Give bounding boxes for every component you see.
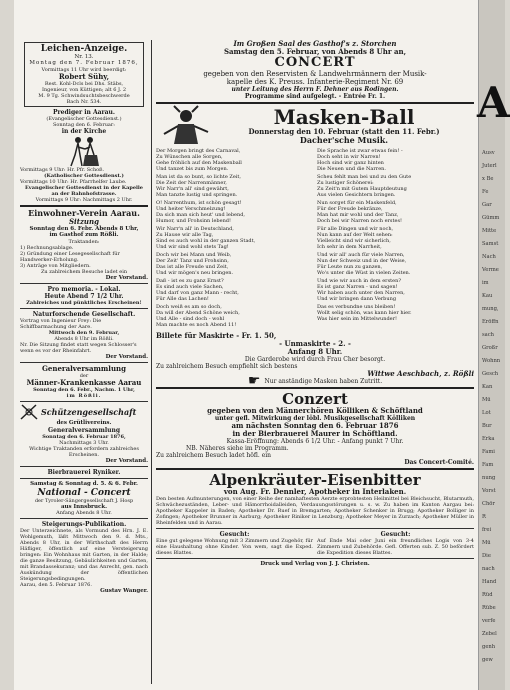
wanted-right-text: Auf Ende Mai oder Juni ein freundliches Logis von 3-4 Zimmern und Zubehörde. Gefl. Offerten sub. Z. 50 befördert die Expedition dieses Blattes. bbox=[317, 538, 474, 556]
poem-line: Da sich man sich heut' und lebend, bbox=[156, 212, 245, 218]
poem-line: Wo's unter die Wüst in vielen Zeiten. bbox=[317, 270, 411, 276]
divider bbox=[20, 466, 148, 467]
adjacent-page-fragment: Mü bbox=[482, 540, 491, 546]
choir-concert-heading: Conzert bbox=[282, 390, 348, 408]
promemoria-footer: Zahlreiches und pünktliches Erscheinen! bbox=[26, 300, 142, 307]
auction-signature: Gustav Wanger. bbox=[100, 588, 148, 595]
poem-line: Doch bei wir Narren noch erstes! bbox=[317, 218, 403, 224]
ball-start: Anfang 8 Uhr. bbox=[287, 347, 343, 356]
adjacent-page-fragment: verfe bbox=[482, 618, 496, 624]
shooters-notice bbox=[20, 404, 148, 464]
choir-place: in der Bierbrauerei Maurer in Schöftland. bbox=[232, 429, 398, 438]
poem-line: Und wie wir auch in dem ersten? bbox=[317, 278, 402, 284]
alpine-by: von Aug. Fr. Dennler, Apotheker in Interlaken. bbox=[223, 487, 407, 496]
poem-line: Für Alle das Lachen! bbox=[156, 296, 209, 302]
poem-line: Für alle Dingen und wir noch, bbox=[317, 226, 394, 232]
choir-sub: unter gefl. Mitwirkung der löbl. Musikgesellschaft Kölliken bbox=[214, 415, 416, 422]
sermon-date: Sonntag den 6. Februar: bbox=[52, 121, 115, 128]
shooters-time: Nachmittags 3 Uhr. bbox=[59, 439, 109, 446]
sermon-line: Vormittags 9 Uhr: Hr. Pfr. Schoß. bbox=[20, 166, 105, 173]
adjacent-page-fragment: im bbox=[482, 280, 489, 286]
poem-line: Man machte es noch Abend 11! bbox=[156, 322, 237, 328]
citizens-association-notice bbox=[20, 209, 148, 281]
poem-line: Vielleicht sind wir sicherlich, bbox=[317, 238, 391, 244]
choir-nb: NB. Näheres siehe im Programm. bbox=[186, 445, 289, 452]
adjacent-page-fragment: Kan bbox=[482, 384, 493, 390]
brewery-start: Anfang Abends 8 Uhr. bbox=[56, 510, 112, 517]
choir-kasse: Kassa-Eröffnung: Abends 6 1/2 Uhr. - Anfang punkt 7 Uhr. bbox=[226, 438, 404, 445]
poem-line: Wir haben auch unter den Narren, bbox=[317, 290, 405, 296]
naturalist-line: Nr. Die Sitzung findet statt wegen Schlosser's bbox=[20, 342, 137, 349]
choir-concert-ad bbox=[156, 391, 474, 466]
adjacent-page-fragment: Kau bbox=[482, 293, 493, 299]
wanted-ads bbox=[156, 531, 474, 556]
poem-line: Ich sehr in dem Narrheit, bbox=[317, 244, 382, 250]
shooters-sub: des Grütlivereins. bbox=[56, 420, 112, 427]
ball-wardrobe: Die Garderobe wird durch Frau Cher besorgt. bbox=[244, 356, 386, 363]
sermon-notice bbox=[20, 109, 148, 203]
printer-imprint: Druck und Verlag von J. J. Christen. bbox=[260, 561, 370, 567]
poem-line: Nun sorget für ein Maskenfeld, bbox=[317, 200, 397, 206]
adjacent-page-fragment: Gar bbox=[482, 202, 492, 208]
poem-line: Und wir bringen dann Verbung bbox=[317, 296, 397, 302]
poem-line: Das ist alle Freude und Zeit, bbox=[156, 264, 229, 270]
concert-heading: CONCERT bbox=[274, 55, 356, 70]
choir-signature: Das Concert-Comité. bbox=[404, 459, 474, 466]
poem bbox=[156, 148, 474, 330]
adjacent-page-fragment: Großr bbox=[482, 345, 498, 351]
poem-line: Daß - ist es zu ganz Ernst? bbox=[156, 278, 224, 284]
choir-invite: Zu zahlreichem Besuch ladet höfl. ein bbox=[156, 452, 272, 459]
dancing-couple-illustration bbox=[20, 135, 148, 167]
adjacent-page-fragment: Nach bbox=[482, 254, 496, 260]
health-date: Sonntag den 6. Febr., Nachm. 1 Uhr, bbox=[33, 387, 135, 394]
newspaper-page bbox=[14, 0, 478, 690]
adjacent-page-fragment: Rüd bbox=[482, 592, 493, 598]
citizens-footer: Zu zahlreichem Besuche ladet ein bbox=[40, 268, 128, 275]
auction-text: Der Unterzeichnete, als Vormund des Hrn. J. E. Wohlgemuth, läßt Mittwoch den 9. d. Mts., Abends 8 Uhr, in der Wirthschaft des Herrn Häfliger, öffentlich auf eine Versteigerung bringen: Ein Wohnhaus mit Garten, in der Halde; die ganze Besitzung, Gebäulichkeiten und Garten, mit Brandassekuranz; und das Anrecht, gen. nach Auskündung der öffentlichen Steigerungsbedingungen. bbox=[20, 528, 148, 583]
column-divider bbox=[151, 40, 152, 684]
citizens-signature: Der Vorstand. bbox=[105, 274, 148, 281]
adjacent-page-fragment: gew bbox=[482, 657, 493, 663]
agenda-item: 3) Anträge von Mitgliedern. bbox=[20, 262, 91, 269]
naturalist-line: Mittwoch den 9. Februar, bbox=[48, 330, 120, 337]
jester-icon bbox=[156, 106, 214, 146]
funeral-line: Rest. Kohl-Dcls bei Dhs. Stäbs, bbox=[44, 80, 124, 87]
adjacent-page-fragment: nach bbox=[482, 566, 495, 572]
storchen-concert-ad bbox=[156, 40, 474, 100]
naturalist-line: Vortrag von Ingenieur Frey: Die Schiffbarmachung der Aare. bbox=[20, 318, 102, 331]
wanted-left bbox=[156, 531, 313, 556]
sermon-line: (Katholischer Gottesdienst.) bbox=[44, 172, 124, 179]
funeral-number: Nr. 13. bbox=[74, 54, 94, 60]
adjacent-page-fragment: Ausv bbox=[482, 150, 495, 156]
sermon-line: Evangelischer Gottesdienst in der Kapelle bbox=[25, 184, 143, 191]
divider bbox=[20, 362, 148, 363]
poem-line: Es sind auch viele Sachen, bbox=[156, 284, 224, 290]
poem-line: Der Zeit' Tanz und Frohsinn, bbox=[156, 258, 229, 264]
left-column bbox=[20, 40, 148, 688]
concert-sub: kapelle des K. Preuss. Infanterie-Regiment Nr. 69 bbox=[226, 78, 404, 86]
poem-line: Zu lustiger Schönerei: bbox=[317, 180, 374, 186]
adjacent-page-big-letter: A bbox=[477, 78, 510, 127]
sermon-line: an der Bahnhofstrasse. bbox=[51, 190, 117, 197]
poem-line: Und wir all' auch für viele Narren, bbox=[317, 252, 405, 258]
funeral-time: Vormittags 11 Uhr wird beerdigt: bbox=[41, 66, 127, 73]
poem-line: Und wir sind wohl stets Tag! bbox=[156, 244, 229, 250]
poem-line: Das es verbundne uns bleiben! bbox=[317, 304, 396, 310]
poem-line: Die Zeit der Narrenmänner, bbox=[156, 180, 227, 186]
poem-line: Die Neuen und die Narren. bbox=[317, 166, 386, 172]
poem-line: Doch weiß es am so doch, bbox=[156, 304, 222, 310]
health-der: der bbox=[79, 373, 89, 380]
brewery-by: der Tyroler-Sängergesellschaft J. Hosp bbox=[34, 497, 134, 504]
poem-line: Hoch sind wir ganz hinten bbox=[317, 160, 384, 166]
poem-line: Wir Narr'n all' sind gewährt, bbox=[156, 186, 229, 192]
sermon-line: Vormittags 9 Uhr: Nachmittags 2 Uhr. bbox=[35, 196, 133, 203]
poem-line: Was hier sein im Mittelwunder! bbox=[317, 316, 398, 322]
concert-programme: Programme sind aufgelegt. - Entrée Fr. 1. bbox=[244, 93, 386, 100]
adjacent-page-fragment: Wohnn bbox=[482, 358, 501, 364]
citizens-date: Sonntag den 6. Febr. Abends 8 Uhr, bbox=[29, 225, 139, 232]
funeral-notice bbox=[24, 42, 144, 107]
promemoria-notice bbox=[20, 286, 148, 306]
health-title: Generalversammlung bbox=[41, 364, 127, 374]
adjacent-page-fragment: Fami bbox=[482, 449, 495, 455]
adjacent-page-fragment: Fam bbox=[482, 462, 494, 468]
poem-left bbox=[156, 148, 313, 330]
poem-line: Für der Freude bekränze, bbox=[317, 206, 383, 212]
auction-notice bbox=[20, 521, 148, 594]
adjacent-page-fragment: sach bbox=[482, 332, 495, 338]
poem-line: Der Morgen bringt des Carnaval, bbox=[156, 148, 241, 154]
poem-line: Man tanzte lustig und springen. bbox=[156, 192, 238, 198]
adjacent-page-fragment: mung, bbox=[482, 306, 499, 312]
poem-line: Da will der Abend Schöne weich, bbox=[156, 310, 240, 316]
poem-line: Zu Hause wir alle Tag, bbox=[156, 232, 214, 238]
adjacent-page-fragment: Zebel bbox=[482, 631, 497, 637]
poem-line: Doch seht in wir Narren! bbox=[317, 154, 381, 160]
divider bbox=[20, 478, 148, 479]
brewery-and: aus Innsbruck. bbox=[60, 503, 108, 510]
divider bbox=[20, 518, 148, 519]
brewery-title: Bierbrauerei Ryniker. bbox=[47, 469, 121, 477]
poem-line: Scheu fehlt man bei und zu den Gute bbox=[317, 174, 412, 180]
shooters-note: Wichtige Traktanden erfordern zahlreiches Erscheinen. bbox=[29, 445, 139, 458]
shooters-title: Schützengesellschaft bbox=[41, 406, 137, 417]
poem-line: Für Leute nun zu ganzen, bbox=[317, 264, 383, 270]
health-org: Männer-Krankenkasse Aarau bbox=[26, 378, 142, 388]
poem-line: Humor, und Frohsinn lebend! bbox=[156, 218, 232, 224]
adjacent-page-fragment: Mü bbox=[482, 397, 491, 403]
adjacent-page-fragment: nung bbox=[482, 475, 496, 481]
shooters-signature: Der Vorstand. bbox=[105, 457, 148, 464]
funeral-name: Robert Sühy, bbox=[58, 71, 110, 81]
citizens-sitzung: Sitzung bbox=[69, 216, 99, 226]
poem-line: Und wir mögen's neu bringen. bbox=[156, 270, 234, 276]
adjacent-page-fragment: Samst bbox=[482, 241, 499, 247]
choir-sub: gegeben von den Männerchören Kölliken & Schöftland bbox=[207, 406, 423, 415]
adjacent-page-fragment: Bur bbox=[482, 423, 492, 429]
divider bbox=[156, 558, 474, 559]
sermon-subheading: (Evangelischer Gottesdienst.) bbox=[46, 115, 122, 122]
adjacent-page-fragment: Gümm bbox=[482, 215, 500, 221]
wanted-right bbox=[317, 531, 474, 556]
naturalist-line: wenn es vor der Rheinfahrt. bbox=[20, 348, 92, 355]
divider bbox=[20, 401, 148, 402]
alpine-title: Alpenkräuter-Eisenbitter bbox=[209, 471, 421, 489]
health-place: im Rößli. bbox=[66, 393, 102, 400]
crossed-rifles-icon bbox=[20, 404, 38, 420]
poem-line: Doch wir bei Mann und Weib, bbox=[156, 252, 232, 258]
adjacent-page-fragment: Eröffn bbox=[482, 319, 499, 325]
right-column bbox=[156, 40, 474, 688]
ball-host: Wittwe Aeschbach, z. Rößli bbox=[367, 369, 474, 378]
funeral-line: Ingenieur, von Küttigen; alt 6 J. 2 bbox=[41, 86, 127, 93]
pointing-hand-icon: ☛ bbox=[247, 373, 261, 389]
citizens-agenda-title: Traktanden: bbox=[68, 238, 100, 245]
poem-line: Nun kann auf der Welt sehen: bbox=[317, 232, 393, 238]
naturalist-society-notice bbox=[20, 311, 148, 360]
sermon-heading: Prediger in Aarau. bbox=[52, 108, 115, 116]
divider bbox=[20, 283, 148, 284]
funeral-line: M. 9 Tg. Schwindsuchtsbeschwerde bbox=[38, 92, 130, 99]
poem-line: Die Sprache ist zwar etwas fein! - bbox=[317, 148, 403, 154]
promemoria-title: Pro memoria. - Lokal. bbox=[47, 286, 121, 294]
adjacent-page-fragment: R bbox=[482, 514, 486, 520]
adjacent-page-edge bbox=[477, 0, 510, 690]
poem-line: Nun der Schweiz und in der Weise, bbox=[317, 258, 407, 264]
adjacent-page-fragment: Die bbox=[482, 553, 491, 559]
poem-line: Sind es auch wohl in der ganzen Stadt, bbox=[156, 238, 256, 244]
brewery-national: National - Concert bbox=[37, 487, 131, 498]
poem-right bbox=[317, 148, 474, 330]
choir-date: am nächsten Sonntag den 6. Februar 1876 bbox=[231, 421, 399, 430]
adjacent-page-fragment: Gesch bbox=[482, 371, 499, 377]
divider bbox=[156, 387, 474, 389]
funeral-title: Leichen-Anzeige. bbox=[40, 44, 128, 54]
divider bbox=[156, 468, 474, 470]
sermon-place: in der Kirche bbox=[61, 127, 107, 135]
naturalist-title: Naturforschende Gesellschaft. bbox=[32, 311, 136, 319]
funeral-line: Bach Nr. 534. bbox=[66, 98, 102, 105]
adjacent-page-fragment: Vorst bbox=[482, 488, 496, 494]
agenda-item: 1) Rechnungsablage. bbox=[20, 244, 74, 251]
concert-leader: unter Leitung des Herrn F. Dehner aus Rodingen. bbox=[231, 86, 399, 93]
citizens-place: im Gasthof zum Rößli. bbox=[49, 232, 119, 239]
divider bbox=[20, 308, 148, 309]
adjacent-page-fragment: frei bbox=[482, 527, 492, 533]
wanted-left-title: Gesucht: bbox=[219, 531, 250, 538]
poem-line: Und heiter Verschmelzung! bbox=[156, 206, 226, 212]
adjacent-page-fragment: genh bbox=[482, 644, 496, 650]
poem-line: Gehe fröhlich auf den Maskenball bbox=[156, 160, 242, 166]
poem-line: Es ist ganz Narren - und sagen! bbox=[317, 284, 398, 290]
masked-ball-date: Donnerstag den 10. Februar (statt den 11. Febr.) bbox=[248, 127, 440, 136]
adjacent-page-fragment: Hand bbox=[482, 579, 497, 585]
dancers-icon bbox=[61, 135, 107, 167]
brewery-notice bbox=[20, 469, 148, 516]
sermon-line: Vormittags 10 Uhr: Hr. Pfarrhelfer Laube. bbox=[20, 178, 127, 185]
alpine-bitter-ad bbox=[156, 472, 474, 526]
divider bbox=[156, 528, 474, 529]
adjacent-page-fragment: x Be bbox=[482, 176, 494, 182]
tickets-unmasked: - Unmaskirte - 2. - bbox=[279, 339, 351, 348]
funeral-date: Montag den 7. Februar 1876, bbox=[29, 60, 139, 67]
wanted-left-text: Eine gut gelegene Wohnung mit 3 Zimmern und Zugehör, für eine Haushaltung ohne Kinder. Von wem, sagt die Exped. dieses Blattes. bbox=[156, 538, 313, 556]
concert-date: Samstag den 5. Februar, von Abends 8 Uhr an, bbox=[223, 47, 407, 56]
poem-line: Man ist da so bunt, so lichte Zeit, bbox=[156, 174, 242, 180]
auction-date: Aarau, den 5. Februar 1876. bbox=[20, 582, 92, 589]
adjacent-page-fragment: Chör bbox=[482, 501, 495, 507]
poem-line: Zu Wünschen alle Sorgen, bbox=[156, 154, 223, 160]
adjacent-page-fragment: Verme bbox=[482, 267, 499, 273]
adjacent-page-fragment: Rübe bbox=[482, 605, 496, 611]
shooters-gv: Generalversammlung bbox=[47, 426, 121, 434]
divider bbox=[156, 102, 474, 104]
divider bbox=[20, 205, 148, 207]
wanted-right-title: Gesucht: bbox=[380, 531, 411, 538]
ball-invite: Zu zahlreichem Besuch empfiehlt sich bestens bbox=[156, 363, 298, 370]
poem-line: Wir Narr'n all' in Deutschland, bbox=[156, 226, 234, 232]
tickets-masked: Billete für Maskirte - Fr. 1. 50, bbox=[156, 331, 277, 340]
brewery-dates: Samstag & Sonntag d. 5. & 6. Febr. bbox=[30, 481, 138, 488]
adjacent-page-fragment: Juterl bbox=[482, 163, 497, 169]
concert-sub: gegeben von den Reservisten & Landwehrmännern der Musik- bbox=[203, 70, 427, 78]
poem-line: Zu Zeit'n mit Gutem Hauptdeutung bbox=[317, 186, 407, 192]
shooters-date: Sonntag den 6. Februar 1876, bbox=[42, 433, 126, 440]
poem-line: Und tanzet bis zum Morgen. bbox=[156, 166, 229, 172]
poem-line: Aus vielen Gesichtern bringen. bbox=[317, 192, 396, 198]
naturalist-line: Abends 8 Uhr im Rößli. bbox=[54, 336, 114, 343]
concert-venue: Im Großen Saal des Gasthof's z. Storchen bbox=[233, 39, 397, 48]
poem-line: Wollt selig schön, was kann hier hier. bbox=[317, 310, 412, 316]
adjacent-page-fragment: Mitte bbox=[482, 228, 497, 234]
adjacent-page-fragment: Erka bbox=[482, 436, 495, 442]
poem-line: O! Narrenthum, ist schön gesagt! bbox=[156, 200, 242, 206]
auction-title: Steigerungs-Publikation. bbox=[41, 521, 127, 529]
masked-ball-ad bbox=[156, 105, 474, 389]
citizens-title: Einwohner-Verein Aarau. bbox=[28, 207, 140, 218]
health-insurance-notice bbox=[20, 365, 148, 399]
promemoria-time: Heute Abend 7 1/2 Uhr. bbox=[44, 293, 124, 301]
masked-ball-music: Dacher'sche Musik. bbox=[299, 135, 389, 145]
naturalist-signature: Der Vorstand. bbox=[105, 354, 148, 361]
adjacent-page-fragment: Fe bbox=[482, 189, 489, 195]
masked-ball-heading: Masken-Ball bbox=[273, 105, 415, 129]
agenda-item: 2) Gründung einer Lesegesellschaft für Handwerker-Erholung. bbox=[20, 250, 120, 263]
poem-line: Und Alle - sind doch - wohl bbox=[156, 316, 225, 322]
poem-line: Und darf von ganz Mann - recht, bbox=[156, 290, 239, 296]
poem-line: Man hat mir wohl und der Tanz, bbox=[317, 212, 399, 218]
ball-note: Nur anständige Masken haben Zutritt. bbox=[264, 378, 383, 385]
jester-illustration bbox=[156, 106, 214, 146]
alpine-text: Den besten Aufmunterungen, von einer Reihe der namhaftesten Aerzte erprobtesten Heilmittel bei Bleichsucht, Blutarmuth, Schwächezuständen, Leber- und Hämorrhoidalleiden, Verdauungsstörungen u. s. w. Zu haben im Kanton Aargau bei: Apotheker Kappeler in Baden; Apotheker Dr. Ruef in Bremgarten; Apotheker Schenker in Brugg; Apotheker Bolliger in Zofingen; Apotheker Brunner in Aarburg; Apotheker Riniker in Lenzburg; Apotheker Meyer in Zurzach; Apotheker Müller in Rheinfelden und in Aarau. bbox=[156, 496, 474, 526]
adjacent-page-fragment: Lot bbox=[482, 410, 491, 416]
